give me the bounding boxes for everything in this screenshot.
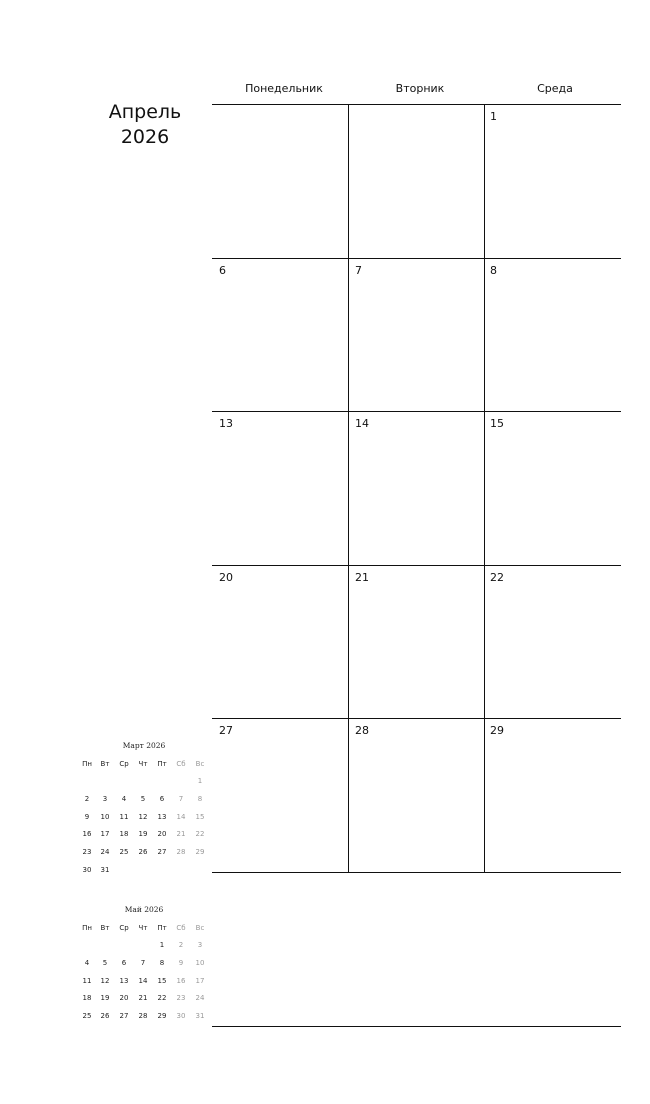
mini-weekday-header: Вс	[195, 760, 205, 768]
mini-day: 20	[157, 830, 167, 839]
mini-day: 5	[102, 958, 108, 967]
mini-day: 10	[195, 958, 205, 967]
mini-weekday-header: Пт	[157, 924, 167, 932]
grid-line-footer	[212, 1026, 621, 1027]
grid-divider-2	[484, 104, 485, 872]
mini-weekday-header: Пн	[82, 760, 92, 768]
mini-calendar-march	[78, 741, 210, 881]
mini-day: 26	[138, 848, 148, 857]
day-cell[interactable]: 28	[355, 724, 369, 737]
mini-day: 12	[100, 976, 110, 985]
mini-day: 23	[176, 994, 186, 1003]
mini-day: 22	[195, 830, 205, 839]
mini-day: 21	[138, 994, 148, 1003]
grid-line-bottom	[212, 872, 621, 873]
mini-day: 24	[100, 848, 110, 857]
grid-line-top	[212, 104, 621, 105]
mini-weekday-header: Вт	[100, 924, 110, 932]
weekday-header-tuesday: Вторник	[395, 82, 445, 95]
mini-day: 28	[138, 1012, 148, 1021]
mini-day: 6	[159, 794, 165, 803]
mini-day: 8	[159, 958, 165, 967]
mini-day: 23	[82, 848, 92, 857]
mini-day: 29	[157, 1012, 167, 1021]
mini-day: 6	[121, 958, 127, 967]
mini-weekday-header: Пн	[82, 924, 92, 932]
mini-day: 13	[119, 976, 129, 985]
mini-day: 21	[176, 830, 186, 839]
mini-day: 24	[195, 994, 205, 1003]
mini-day: 17	[195, 976, 205, 985]
mini-day: 19	[138, 830, 148, 839]
mini-weekday-header: Чт	[138, 760, 148, 768]
mini-day: 7	[178, 794, 184, 803]
mini-day: 10	[100, 812, 110, 821]
mini-day: 28	[176, 848, 186, 857]
mini-weekday-header: Пт	[157, 760, 167, 768]
mini-day: 31	[195, 1012, 205, 1021]
day-cell[interactable]: 29	[490, 724, 504, 737]
mini-day: 27	[119, 1012, 129, 1021]
mini-calendar-title: Май 2026	[124, 905, 164, 914]
mini-day: 26	[100, 1012, 110, 1021]
mini-day: 9	[84, 812, 90, 821]
mini-day: 31	[100, 866, 110, 874]
mini-day: 29	[195, 848, 205, 857]
mini-day: 11	[82, 976, 92, 985]
mini-day: 4	[84, 958, 90, 967]
day-cell[interactable]: 15	[490, 417, 504, 430]
month-year: 2026	[120, 126, 170, 148]
mini-day: 15	[195, 812, 205, 821]
mini-day: 14	[176, 812, 186, 821]
mini-day: 2	[178, 941, 184, 949]
mini-weekday-header: Ср	[119, 924, 129, 932]
month-title	[92, 100, 198, 150]
mini-day: 14	[138, 976, 148, 985]
mini-day: 1	[159, 941, 165, 949]
mini-day: 13	[157, 812, 167, 821]
day-cell[interactable]: 1	[490, 110, 497, 123]
mini-day: 5	[140, 794, 146, 803]
mini-day: 2	[84, 794, 90, 803]
mini-day: 30	[82, 866, 92, 874]
mini-day: 18	[119, 830, 129, 839]
mini-day: 16	[176, 976, 186, 985]
mini-weekday-header: Вт	[100, 760, 110, 768]
weekday-header-wednesday: Среда	[537, 82, 573, 95]
grid-line-week-4	[212, 565, 621, 566]
mini-day: 19	[100, 994, 110, 1003]
mini-weekday-header: Вс	[195, 924, 205, 932]
mini-day: 20	[119, 994, 129, 1003]
grid-line-week-5	[212, 718, 621, 719]
mini-day: 17	[100, 830, 110, 839]
grid-divider-1	[348, 104, 349, 872]
mini-day: 18	[82, 994, 92, 1003]
day-cell[interactable]: 6	[219, 264, 226, 277]
day-cell[interactable]: 13	[219, 417, 233, 430]
day-cell[interactable]: 20	[219, 571, 233, 584]
mini-day: 30	[176, 1012, 186, 1021]
mini-day: 9	[178, 958, 184, 967]
mini-day: 11	[119, 812, 129, 821]
mini-day: 1	[197, 777, 203, 785]
day-cell[interactable]: 7	[355, 264, 362, 277]
mini-day: 22	[157, 994, 167, 1003]
day-cell[interactable]: 8	[490, 264, 497, 277]
month-name: Апрель	[108, 101, 182, 123]
mini-weekday-header: Сб	[176, 760, 186, 768]
mini-day: 27	[157, 848, 167, 857]
mini-day: 25	[119, 848, 129, 857]
grid-line-week-3	[212, 411, 621, 412]
mini-day: 3	[102, 794, 108, 803]
mini-day: 8	[197, 794, 203, 803]
day-cell[interactable]: 22	[490, 571, 504, 584]
mini-day: 3	[197, 941, 203, 949]
mini-day: 15	[157, 976, 167, 985]
weekday-header-monday: Понедельник	[245, 82, 323, 95]
mini-weekday-header: Ср	[119, 760, 129, 768]
day-cell[interactable]: 27	[219, 724, 233, 737]
mini-day: 4	[121, 794, 127, 803]
mini-weekday-header: Сб	[176, 924, 186, 932]
mini-day: 25	[82, 1012, 92, 1021]
day-cell[interactable]: 21	[355, 571, 369, 584]
mini-calendar-title: Март 2026	[122, 741, 166, 750]
mini-calendar-may	[78, 905, 210, 1027]
day-cell[interactable]: 14	[355, 417, 369, 430]
mini-day: 7	[140, 958, 146, 967]
mini-day: 16	[82, 830, 92, 839]
mini-weekday-header: Чт	[138, 924, 148, 932]
grid-line-week-2	[212, 258, 621, 259]
mini-day: 12	[138, 812, 148, 821]
